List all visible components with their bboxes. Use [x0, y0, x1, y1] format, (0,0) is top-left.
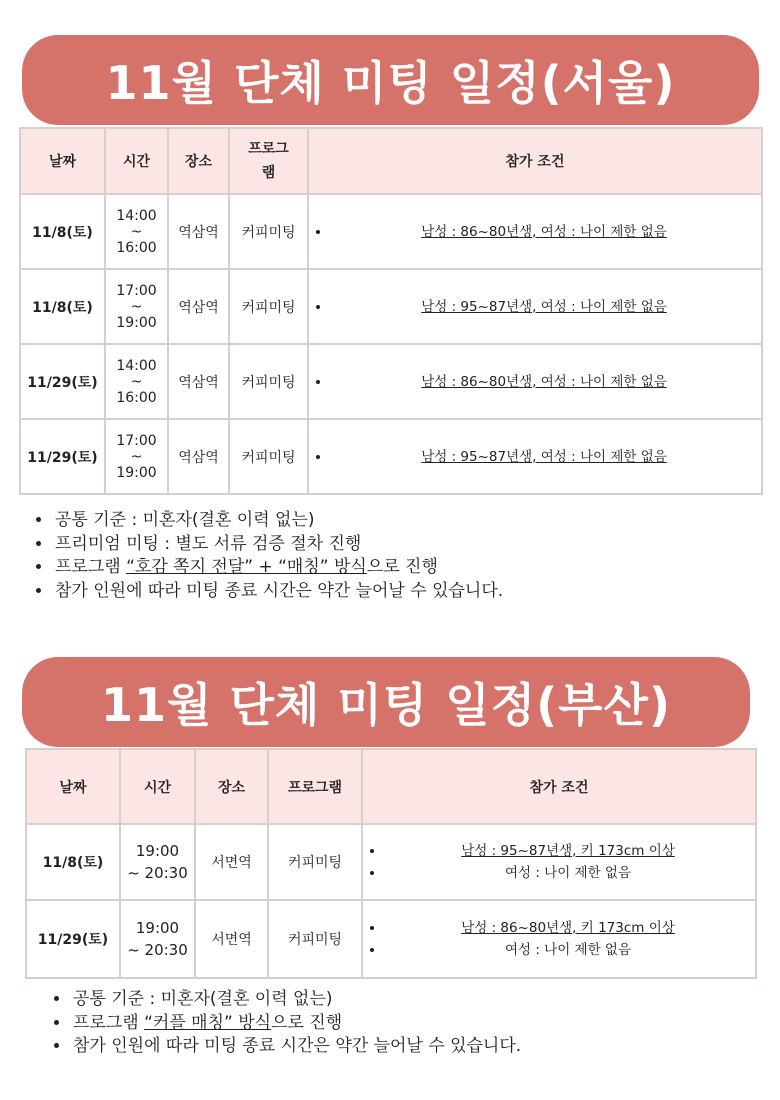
note-item: • 공통 기준 : 미혼자(결혼 이력 없는)	[53, 509, 503, 533]
busan-title: 11월 단체 미팅 일정(부산)	[100, 678, 672, 732]
note-text: 으로 진행	[366, 557, 438, 577]
condition-item: • 남성 : 95~87년생, 여성 : 나이 제한 없음	[331, 446, 757, 468]
condition-female: • 여성 : 나이 제한 없음	[385, 939, 751, 961]
row-condition	[362, 900, 756, 978]
header-place: 장소	[195, 749, 268, 824]
header-condition: 참가 조건	[308, 128, 762, 194]
row-program: 커피미팅	[229, 344, 308, 419]
time-start: 14:00	[116, 207, 157, 224]
table-header-row	[26, 749, 756, 824]
seoul-schedule-table	[19, 127, 763, 495]
row-time	[120, 824, 195, 900]
row-place: 역삼역	[168, 194, 229, 269]
seoul-title-banner	[22, 35, 759, 125]
time-end: ~ 20:30	[127, 941, 188, 959]
busan-title-banner	[22, 657, 750, 747]
row-place: 역삼역	[168, 419, 229, 494]
table-row	[26, 824, 756, 900]
note-item	[53, 556, 503, 580]
row-program: 커피미팅	[268, 824, 362, 900]
note-text: 프로그램	[55, 557, 127, 577]
row-date: 11/29(토)	[20, 344, 105, 419]
time-end: ~ 16:00	[116, 373, 157, 406]
time-end: ~ 19:00	[116, 298, 157, 331]
row-place: 역삼역	[168, 269, 229, 344]
note-item	[71, 1012, 521, 1036]
note-item: • 참가 인원에 따라 미팅 종료 시간은 약간 늘어날 수 있습니다.	[71, 1035, 521, 1059]
condition-item: • 남성 : 95~87년생, 여성 : 나이 제한 없음	[331, 296, 757, 318]
header-condition: 참가 조건	[362, 749, 756, 824]
row-date: 11/29(토)	[20, 419, 105, 494]
time-end: ~ 16:00	[116, 223, 157, 256]
row-program: 커피미팅	[229, 419, 308, 494]
table-header-row	[20, 128, 762, 194]
row-place: 서면역	[195, 900, 268, 978]
seoul-notes-list	[33, 509, 503, 603]
row-date: 11/8(토)	[20, 269, 105, 344]
header-place: 장소	[168, 128, 229, 194]
row-condition	[308, 344, 762, 419]
time-start: 17:00	[116, 282, 157, 299]
row-condition	[308, 419, 762, 494]
note-underlined-text: “커플 매칭” 방식	[144, 1012, 272, 1033]
time-end: ~ 19:00	[116, 448, 157, 481]
condition-male: • 남성 : 86~80년생, 키 173cm 이상	[385, 917, 751, 939]
note-item: • 프리미엄 미팅 : 별도 서류 검증 절차 진행	[53, 533, 503, 557]
table-row	[20, 269, 762, 344]
condition-item: • 남성 : 86~80년생, 여성 : 나이 제한 없음	[331, 221, 757, 243]
row-time	[120, 900, 195, 978]
row-program: 커피미팅	[268, 900, 362, 978]
row-place: 역삼역	[168, 344, 229, 419]
condition-male: • 남성 : 95~87년생, 키 173cm 이상	[385, 840, 751, 862]
row-condition	[308, 194, 762, 269]
table-row	[20, 194, 762, 269]
row-date: 11/8(토)	[20, 194, 105, 269]
row-date: 11/8(토)	[26, 824, 120, 900]
busan-notes-list	[51, 988, 521, 1059]
busan-schedule-table	[25, 748, 757, 979]
header-program: 프로그램	[268, 749, 362, 824]
row-time	[105, 269, 168, 344]
time-start: 19:00	[135, 842, 180, 860]
row-time	[105, 194, 168, 269]
table-row	[20, 419, 762, 494]
condition-female: • 여성 : 나이 제한 없음	[385, 862, 751, 884]
row-program: 커피미팅	[229, 269, 308, 344]
table-row	[20, 344, 762, 419]
time-start: 14:00	[116, 357, 157, 374]
note-item: • 참가 인원에 따라 미팅 종료 시간은 약간 늘어날 수 있습니다.	[53, 580, 503, 604]
row-condition	[362, 824, 756, 900]
seoul-title: 11월 단체 미팅 일정(서울)	[105, 56, 676, 110]
note-item: • 공통 기준 : 미혼자(결혼 이력 없는)	[71, 988, 521, 1012]
row-place: 서면역	[195, 824, 268, 900]
condition-item: • 남성 : 86~80년생, 여성 : 나이 제한 없음	[331, 371, 757, 393]
table-row	[26, 900, 756, 978]
time-start: 17:00	[116, 432, 157, 449]
header-time: 시간	[120, 749, 195, 824]
header-date: 날짜	[20, 128, 105, 194]
row-time	[105, 344, 168, 419]
header-date: 날짜	[26, 749, 120, 824]
time-start: 19:00	[135, 919, 180, 937]
time-end: ~ 20:30	[127, 864, 188, 882]
header-time: 시간	[105, 128, 168, 194]
header-program: 프로그 램	[229, 128, 308, 194]
row-program: 커피미팅	[229, 194, 308, 269]
note-text: 프로그램	[73, 1012, 145, 1033]
row-condition	[308, 269, 762, 344]
row-date: 11/29(토)	[26, 900, 120, 978]
note-underlined-text: “호감 쪽지 전달” + “매칭” 방식	[126, 557, 367, 577]
note-text: 으로 진행	[271, 1012, 343, 1033]
row-time	[105, 419, 168, 494]
